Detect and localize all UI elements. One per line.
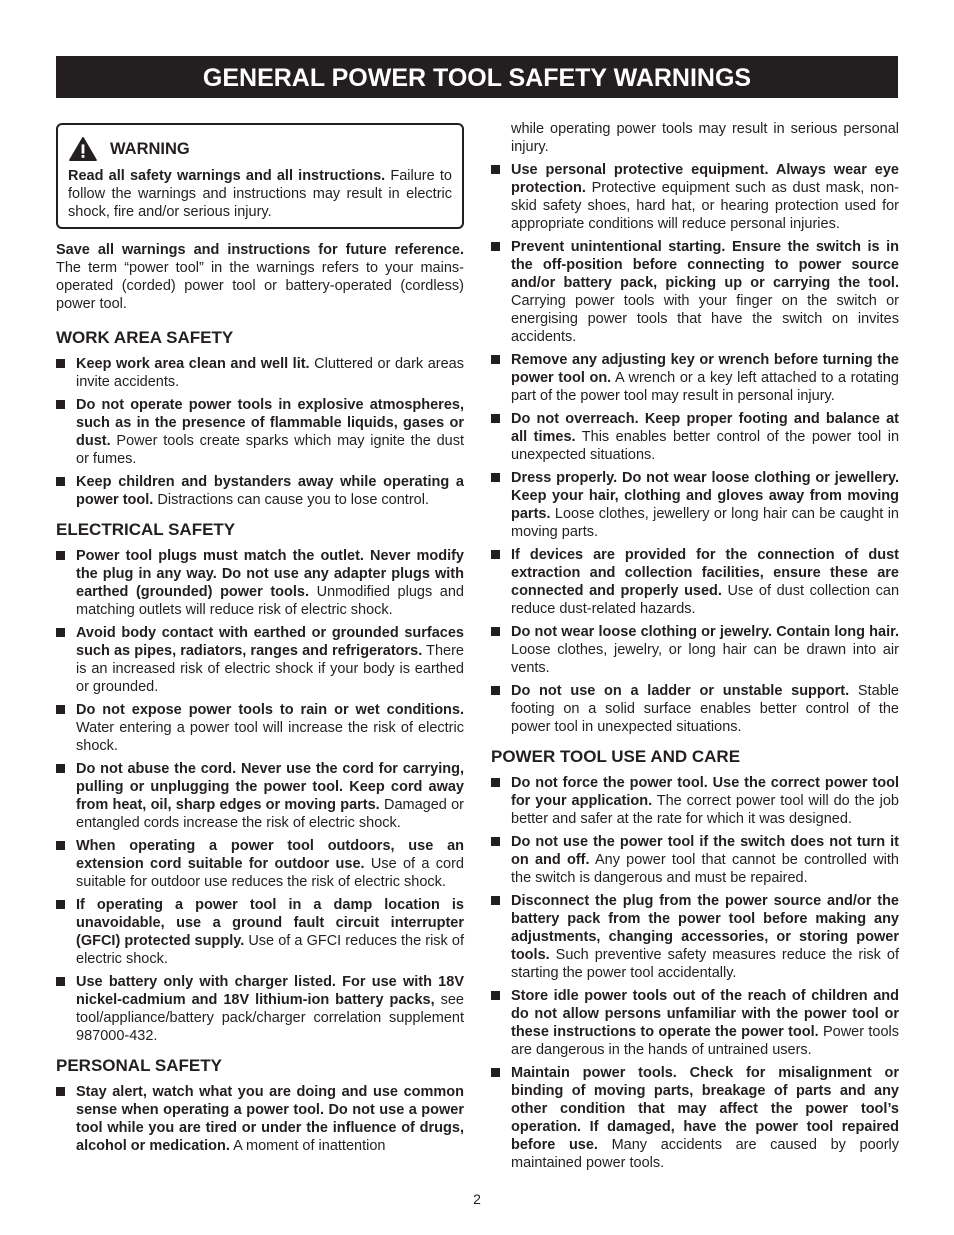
- list-item-bold: Stay alert, watch what you are doing and use common sense when operating a power tool. Do not use a power tool while you are tired or under the influence of drugs, alcohol or medication.: [76, 1084, 464, 1154]
- list-item: [491, 161, 899, 233]
- warning-bold: Read all safety warnings and all instructions.: [68, 168, 386, 184]
- list-item-body: Protective equipment such as dust mask, non-skid safety shoes, hard hat, or hearing protection used for appropriate conditions will reduce personal injuries.: [511, 180, 899, 232]
- work-area-section: [56, 327, 464, 509]
- list-item: [56, 896, 464, 968]
- list-item-text: [511, 469, 899, 541]
- list-item-text: [76, 701, 464, 755]
- list-item-body: Stable footing on a solid surface enables better control of the power tool in unexpected situations.: [511, 683, 899, 735]
- list-item-body: Use of dust collection can reduce dust-related hazards.: [511, 583, 900, 617]
- list-item-body: Carrying power tools with your finger on the switch or energising power tools that have the switch on invites accidents.: [511, 293, 899, 345]
- left-column: [56, 123, 464, 1165]
- list-item-bold: Use battery only with charger listed. For use with 18V nickel-cadmium and 18V lithium-ion battery packs,: [76, 974, 464, 1008]
- use-care-section: [491, 746, 899, 1172]
- list-item-bold: If devices are provided for the connection of dust extraction and collection facilities, ensure these are connected and properly used.: [511, 547, 899, 599]
- square-bullet-icon: [56, 977, 65, 986]
- list-item-bold: Power tool plugs must match the outlet. Never modify the plug in any way. Do not use any adapter plugs with earthed (grounded) power tools.: [76, 548, 464, 600]
- list-item-body: Use of a cord suitable for outdoor use reduces the risk of electric shock.: [76, 856, 464, 890]
- list-item-body: The correct power tool will do the job better and safer at the rate for which it was designed.: [511, 793, 899, 827]
- square-bullet-icon: [491, 627, 500, 636]
- list-item-text: [76, 1083, 464, 1155]
- list-item-text: [511, 774, 899, 828]
- warning-title: WARNING: [110, 139, 190, 158]
- square-bullet-icon: [56, 841, 65, 850]
- list-item-text: [76, 624, 464, 696]
- square-bullet-icon: [56, 400, 65, 409]
- warning-text: [68, 167, 452, 221]
- list-item-body: Unmodified plugs and matching outlets will reduce risk of electric shock.: [76, 584, 464, 618]
- list-item-bold: Avoid body contact with earthed or grounded surfaces such as pipes, radiators, ranges and refrigerators.: [76, 625, 464, 659]
- list-item-body: see tool/appliance/battery pack/charger correlation supplement 987000-432.: [76, 992, 464, 1044]
- list-item-body: Use of a GFCI reduces the risk of electric shock.: [76, 933, 464, 967]
- list-item-body: Water entering a power tool will increase the risk of electric shock.: [76, 720, 464, 754]
- intro-paragraph: [56, 241, 464, 313]
- personal-continued: while operating power tools may result in serious personal injury.: [511, 121, 899, 155]
- personal-list: [56, 1083, 464, 1155]
- list-item-bold: Do not abuse the cord. Never use the cord for carrying, pulling or unplugging the power tool. Keep cord away from heat, oil, sharp edges or moving parts.: [76, 761, 464, 813]
- electrical-heading: ELECTRICAL SAFETY: [56, 520, 236, 539]
- list-item-text: [76, 837, 464, 891]
- square-bullet-icon: [491, 1068, 500, 1077]
- list-item-body: There is an increased risk of electric shock if your body is earthed or grounded.: [76, 643, 464, 695]
- list-item-bold: Do not overreach. Keep proper footing and balance at all times.: [511, 411, 899, 445]
- list-item-bold: When operating a power tool outdoors, use an extension cord suitable for outdoor use.: [76, 838, 464, 872]
- list-item: [491, 469, 899, 541]
- warning-box: [56, 123, 464, 229]
- page-title: GENERAL POWER TOOL SAFETY WARNINGS: [56, 56, 898, 98]
- list-item-body: Distractions can cause you to lose control.: [153, 492, 429, 508]
- use-care-heading: POWER TOOL USE AND CARE: [491, 747, 741, 766]
- list-item-body: A moment of inattention: [229, 1138, 386, 1154]
- list-item-text: [76, 547, 464, 619]
- list-item-text: [511, 987, 899, 1059]
- square-bullet-icon: [491, 686, 500, 695]
- list-item: [491, 987, 899, 1059]
- square-bullet-icon: [56, 628, 65, 637]
- right-column: [491, 120, 899, 1182]
- list-item-bold: Do not use on a ladder or unstable support.: [511, 683, 850, 699]
- list-item-bold: Keep children and bystanders away while operating a power tool.: [76, 474, 464, 508]
- list-item-body: Many accidents are caused by poorly maintained power tools.: [511, 1137, 900, 1171]
- personal-section-continued: [491, 161, 899, 736]
- list-item-text: [511, 623, 899, 677]
- list-item-text: [511, 238, 899, 346]
- square-bullet-icon: [491, 414, 500, 423]
- list-item: [491, 892, 899, 982]
- list-item: [56, 973, 464, 1045]
- list-item-body: Loose clothes, jewellery or long hair can be caught in moving parts.: [511, 506, 899, 540]
- square-bullet-icon: [491, 896, 500, 905]
- list-item-text: [76, 473, 464, 509]
- work-area-heading: WORK AREA SAFETY: [56, 328, 234, 347]
- list-item-bold: Prevent unintentional starting. Ensure the switch is in the off-position before connecting to power source and/or battery pack, picking up or carrying the tool.: [511, 239, 899, 291]
- list-item-bold: Remove any adjusting key or wrench before turning the power tool on.: [511, 352, 899, 386]
- list-item-bold: Store idle power tools out of the reach of children and do not allow persons unfamiliar with the power tool or these instructions to operate the power tool.: [511, 988, 899, 1040]
- list-item-text: [511, 161, 899, 233]
- list-item-body: Damaged or entangled cords increase the risk of electric shock.: [76, 797, 464, 831]
- electrical-section: [56, 519, 464, 1045]
- list-item-body: A wrench or a key left attached to a rotating part of the power tool may result in personal injury.: [511, 370, 899, 404]
- list-item-bold: Keep work area clean and well lit.: [76, 356, 310, 372]
- list-item-body: Loose clothes, jewelry, or long hair can be drawn into air vents.: [511, 642, 899, 676]
- page-number: 2: [473, 1191, 481, 1207]
- square-bullet-icon: [56, 764, 65, 773]
- square-bullet-icon: [491, 550, 500, 559]
- list-item-bold: Do not force the power tool. Use the correct power tool for your application.: [511, 775, 899, 809]
- square-bullet-icon: [56, 359, 65, 368]
- list-item-bold: Do not expose power tools to rain or wet conditions.: [76, 702, 464, 718]
- personal-section: [56, 1055, 464, 1155]
- square-bullet-icon: [56, 705, 65, 714]
- personal-list-right: [491, 161, 899, 736]
- list-item: [491, 833, 899, 887]
- list-item: [56, 837, 464, 891]
- list-item-text: [511, 410, 899, 464]
- list-item-text: [511, 892, 899, 982]
- list-item-text: [511, 682, 899, 736]
- list-item: [56, 396, 464, 468]
- warning-triangle-icon: [68, 137, 98, 161]
- list-item-body: Any power tool that cannot be controlled with the switch is dangerous and must be repaired.: [511, 852, 899, 886]
- square-bullet-icon: [56, 1087, 65, 1096]
- list-item: [491, 238, 899, 346]
- list-item: [56, 1083, 464, 1155]
- list-item-text: [76, 760, 464, 832]
- square-bullet-icon: [491, 778, 500, 787]
- list-item-text: [76, 896, 464, 968]
- square-bullet-icon: [491, 473, 500, 482]
- list-item-text: [511, 546, 899, 618]
- list-item: [56, 355, 464, 391]
- square-bullet-icon: [56, 477, 65, 486]
- list-item-text: [511, 1064, 899, 1172]
- list-item: [56, 473, 464, 509]
- list-item-bold: Use personal protective equipment. Always wear eye protection.: [511, 162, 899, 196]
- list-item: [491, 623, 899, 677]
- list-item-bold: Disconnect the plug from the power source and/or the battery pack from the power tool before making any adjustments, changing accessories, or storing power tools.: [511, 893, 899, 963]
- intro-body: The term “power tool” in the warnings refers to your mains-operated (corded) power tool or battery-operated (cordless) power tool.: [56, 260, 464, 312]
- warning-body: Failure to follow the warnings and instructions may result in electric shock, fire and/or serious injury.: [68, 168, 452, 220]
- list-item: [491, 774, 899, 828]
- list-item: [56, 547, 464, 619]
- list-item: [491, 546, 899, 618]
- list-item-text: [511, 351, 899, 405]
- list-item-text: [76, 355, 464, 391]
- list-item-bold: Do not wear loose clothing or jewelry. Contain long hair.: [511, 624, 899, 640]
- list-item: [56, 701, 464, 755]
- square-bullet-icon: [491, 242, 500, 251]
- square-bullet-icon: [491, 165, 500, 174]
- list-item-bold: Do not use the power tool if the switch does not turn it on and off.: [511, 834, 899, 868]
- list-item-bold: Dress properly. Do not wear loose clothing or jewellery. Keep your hair, clothing and gloves away from moving parts.: [511, 470, 899, 522]
- list-item: [491, 682, 899, 736]
- work-area-list: [56, 355, 464, 509]
- list-item-bold: If operating a power tool in a damp location is unavoidable, use a ground fault circuit interrupter (GFCI) protected supply.: [76, 897, 464, 949]
- list-item-text: [76, 973, 464, 1045]
- square-bullet-icon: [56, 551, 65, 560]
- list-item-text: [76, 396, 464, 468]
- square-bullet-icon: [491, 837, 500, 846]
- list-item-body: Such preventive safety measures reduce the risk of starting the power tool accidentally.: [511, 947, 899, 981]
- list-item-body: Power tools create sparks which may ignite the dust or fumes.: [76, 433, 464, 467]
- list-item: [491, 1064, 899, 1172]
- square-bullet-icon: [56, 900, 65, 909]
- list-item: [56, 624, 464, 696]
- intro-bold: Save all warnings and instructions for future reference.: [56, 242, 464, 258]
- list-item: [56, 760, 464, 832]
- use-care-list: [491, 774, 899, 1172]
- list-item-bold: Do not operate power tools in explosive atmospheres, such as in the presence of flammable liquids, gases or dust.: [76, 397, 464, 449]
- square-bullet-icon: [491, 355, 500, 364]
- warning-header: [68, 137, 452, 161]
- personal-heading: PERSONAL SAFETY: [56, 1056, 222, 1075]
- list-item-body: Cluttered or dark areas invite accidents.: [76, 356, 464, 390]
- list-item-bold: Maintain power tools. Check for misalignment or binding of moving parts, breakage of parts and any other condition that may affect the power tool’s operation. If damaged, have the power tool repaired before use.: [511, 1065, 899, 1153]
- list-item-text: [511, 833, 899, 887]
- list-item-body: Power tools are dangerous in the hands of untrained users.: [511, 1024, 899, 1058]
- list-item-body: This enables better control of the power tool in unexpected situations.: [511, 429, 900, 463]
- square-bullet-icon: [491, 991, 500, 1000]
- electrical-list: [56, 547, 464, 1045]
- list-item: [491, 351, 899, 405]
- list-item: [491, 410, 899, 464]
